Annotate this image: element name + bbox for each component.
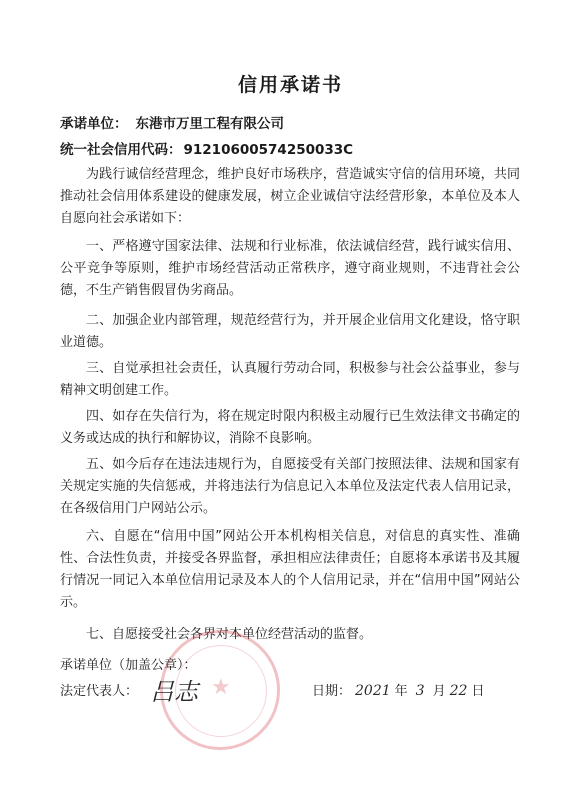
- date-line: [312, 680, 484, 699]
- paragraph-6: 六、自愿在“信用中国”网站公开本机构相关信息，对信息的真实性、准确性、合法性负责，并接受各界监督，承担相应法律责任；自愿将本承诺书及其履行情况一同记入本单位信用记录及本人的个人信用记录，并在“信用中国”网站公示。: [60, 529, 520, 610]
- legal-rep-signature: 吕志: [150, 678, 198, 706]
- credit-code-value: 91210600574250033C: [183, 142, 354, 158]
- paragraph-intro: 为践行诚信经营理念，维护良好市场秩序，营造诚实守信的信用环境，共同推动社会信用体系建设的健康发展，树立企业诚信守法经营形象，本单位及本人自愿向社会承诺如下：: [60, 167, 520, 226]
- seal-label: 承诺单位（加盖公章）：: [60, 658, 197, 673]
- date-day-char: 日: [471, 684, 485, 699]
- credit-code-line: [60, 138, 353, 158]
- paragraph-7: 七、自愿接受社会各界对本单位经营活动的监督。: [86, 627, 373, 642]
- paragraph-3: 三、自觉承担社会责任，认真履行劳动合同，积极参与社会公益事业，参与精神文明创建工作。: [60, 361, 520, 398]
- date-month-handwritten: 3: [415, 683, 425, 699]
- unit-line: [60, 112, 284, 132]
- date-year-char: 年: [394, 684, 408, 699]
- date-year-handwritten: 2021: [355, 683, 391, 699]
- credit-code-label: 统一社会信用代码：: [60, 142, 182, 158]
- date-label: 日期：: [312, 684, 352, 699]
- unit-label: 承诺单位：: [60, 116, 128, 132]
- unit-value: 东港市万里工程有限公司: [135, 116, 284, 132]
- date-month-char: 月: [432, 684, 446, 699]
- paragraph-2: 二、加强企业内部管理，规范经营行为，并开展企业信用文化建设，恪守职业道德。: [60, 313, 520, 350]
- legal-rep-label: 法定代表人：: [60, 684, 139, 699]
- date-day-handwritten: 22: [449, 683, 468, 699]
- seal-star-icon: ★: [211, 675, 231, 700]
- paragraph-5: 五、如今后存在违法违规行为，自愿接受有关部门按照法律、法规和国家有关规定实施的失信惩戒，并将违法行为信息记入本单位及法定代表人信用记录，在各级信用门户网站公示。: [60, 457, 520, 516]
- paragraph-1: 一、严格遵守国家法律、法规和行业标准，依法诚信经营，践行诚实信用、公平竞争等原则，维护市场经营活动正常秩序，遵守商业规则，不违背社会公德，不生产销售假冒伪劣商品。: [60, 239, 520, 298]
- document-title: 信用承诺书: [237, 74, 343, 96]
- paragraph-4: 四、如存在失信行为，将在规定时限内积极主动履行已生效法律文书确定的义务或达成的执行和解协议，消除不良影响。: [60, 409, 520, 446]
